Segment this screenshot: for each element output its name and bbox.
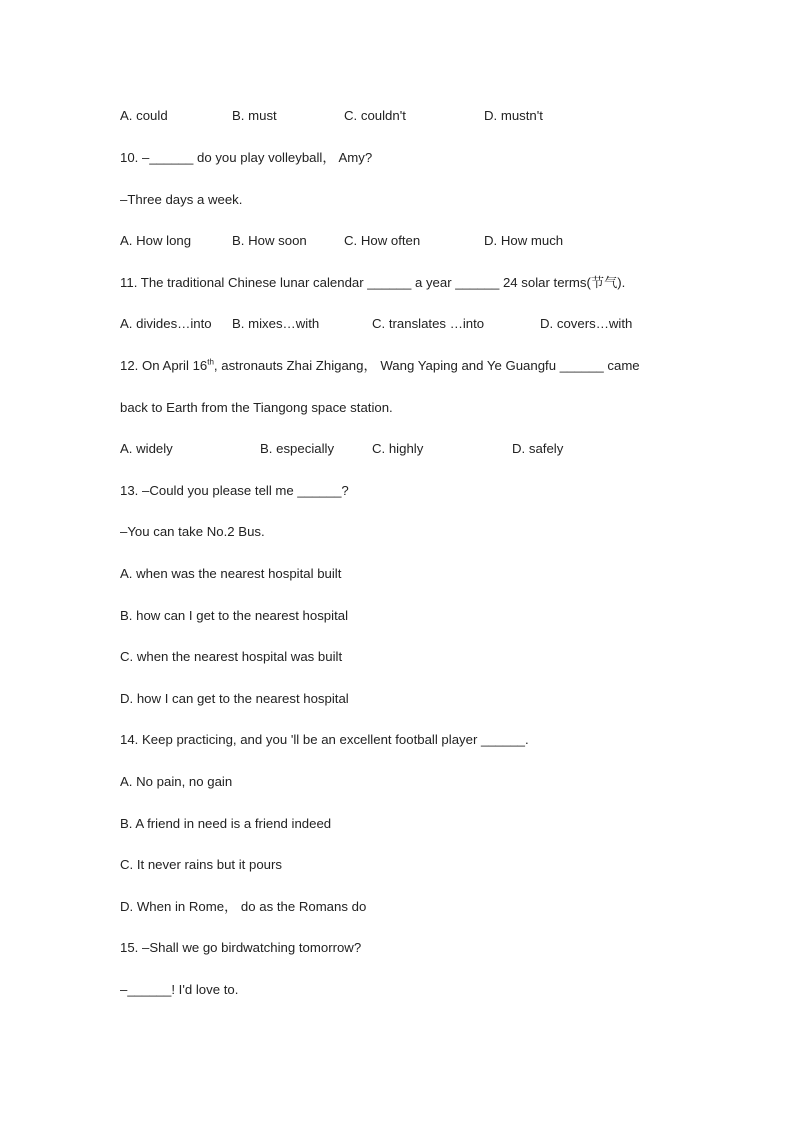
- q14-option-b: B. A friend in need is a friend indeed: [120, 816, 332, 831]
- q12-option-b: B. especially: [260, 441, 335, 456]
- q12-stem-sup: th: [207, 357, 214, 367]
- q13-option-c: C. when the nearest hospital was built: [120, 649, 343, 664]
- q9-option-a: A. could: [120, 108, 168, 123]
- q13-option-d: D. how I can get to the nearest hospital: [120, 691, 349, 706]
- q11-stem: 11. The traditional Chinese lunar calendar ______ a year ______ 24 solar terms(节气).: [120, 275, 626, 290]
- q10-option-c: C. How often: [344, 233, 421, 248]
- q14-stem: 14. Keep practicing, and you 'll be an excellent football player ______.: [120, 732, 529, 747]
- q12-stem-end: , astronauts Zhai Zhigang， Wang Yaping and Ye Guangfu ______ came: [213, 358, 640, 373]
- q9-option-b: B. must: [232, 108, 277, 123]
- q15-stem: 15. –Shall we go birdwatching tomorrow?: [120, 940, 362, 955]
- q13-reply: –You can take No.2 Bus.: [120, 524, 265, 539]
- q14-option-d: D. When in Rome， do as the Romans do: [120, 899, 367, 914]
- q11-option-b: B. mixes…with: [232, 316, 320, 331]
- q10-option-a: A. How long: [120, 233, 192, 248]
- q12-stem: [120, 358, 640, 374]
- q9-option-c: C. couldn't: [344, 108, 406, 123]
- q10-option-b: B. How soon: [232, 233, 307, 248]
- q13-stem: 13. –Could you please tell me ______?: [120, 483, 349, 498]
- q14-option-c: C. It never rains but it pours: [120, 857, 282, 872]
- q10-option-d: D. How much: [484, 233, 564, 248]
- q9-option-d: D. mustn't: [484, 108, 543, 123]
- q10-stem: 10. –______ do you play volleyball， Amy?: [120, 150, 373, 165]
- q13-option-a: A. when was the nearest hospital built: [120, 566, 342, 581]
- q13-option-b: B. how can I get to the nearest hospital: [120, 608, 348, 623]
- q11-option-c: C. translates …into: [372, 316, 485, 331]
- q12-option-a: A. widely: [120, 441, 173, 456]
- q12-stem-start: 12. On April 16: [120, 358, 208, 373]
- q14-option-a: A. No pain, no gain: [120, 774, 233, 789]
- q12-stem-line2: back to Earth from the Tiangong space station.: [120, 400, 393, 415]
- q12-option-c: C. highly: [372, 441, 424, 456]
- q10-reply: –Three days a week.: [120, 192, 243, 207]
- q11-option-d: D. covers…with: [540, 316, 633, 331]
- q11-option-a: A. divides…into: [120, 316, 212, 331]
- q12-option-d: D. safely: [512, 441, 564, 456]
- q15-reply: –______! I'd love to.: [120, 982, 239, 997]
